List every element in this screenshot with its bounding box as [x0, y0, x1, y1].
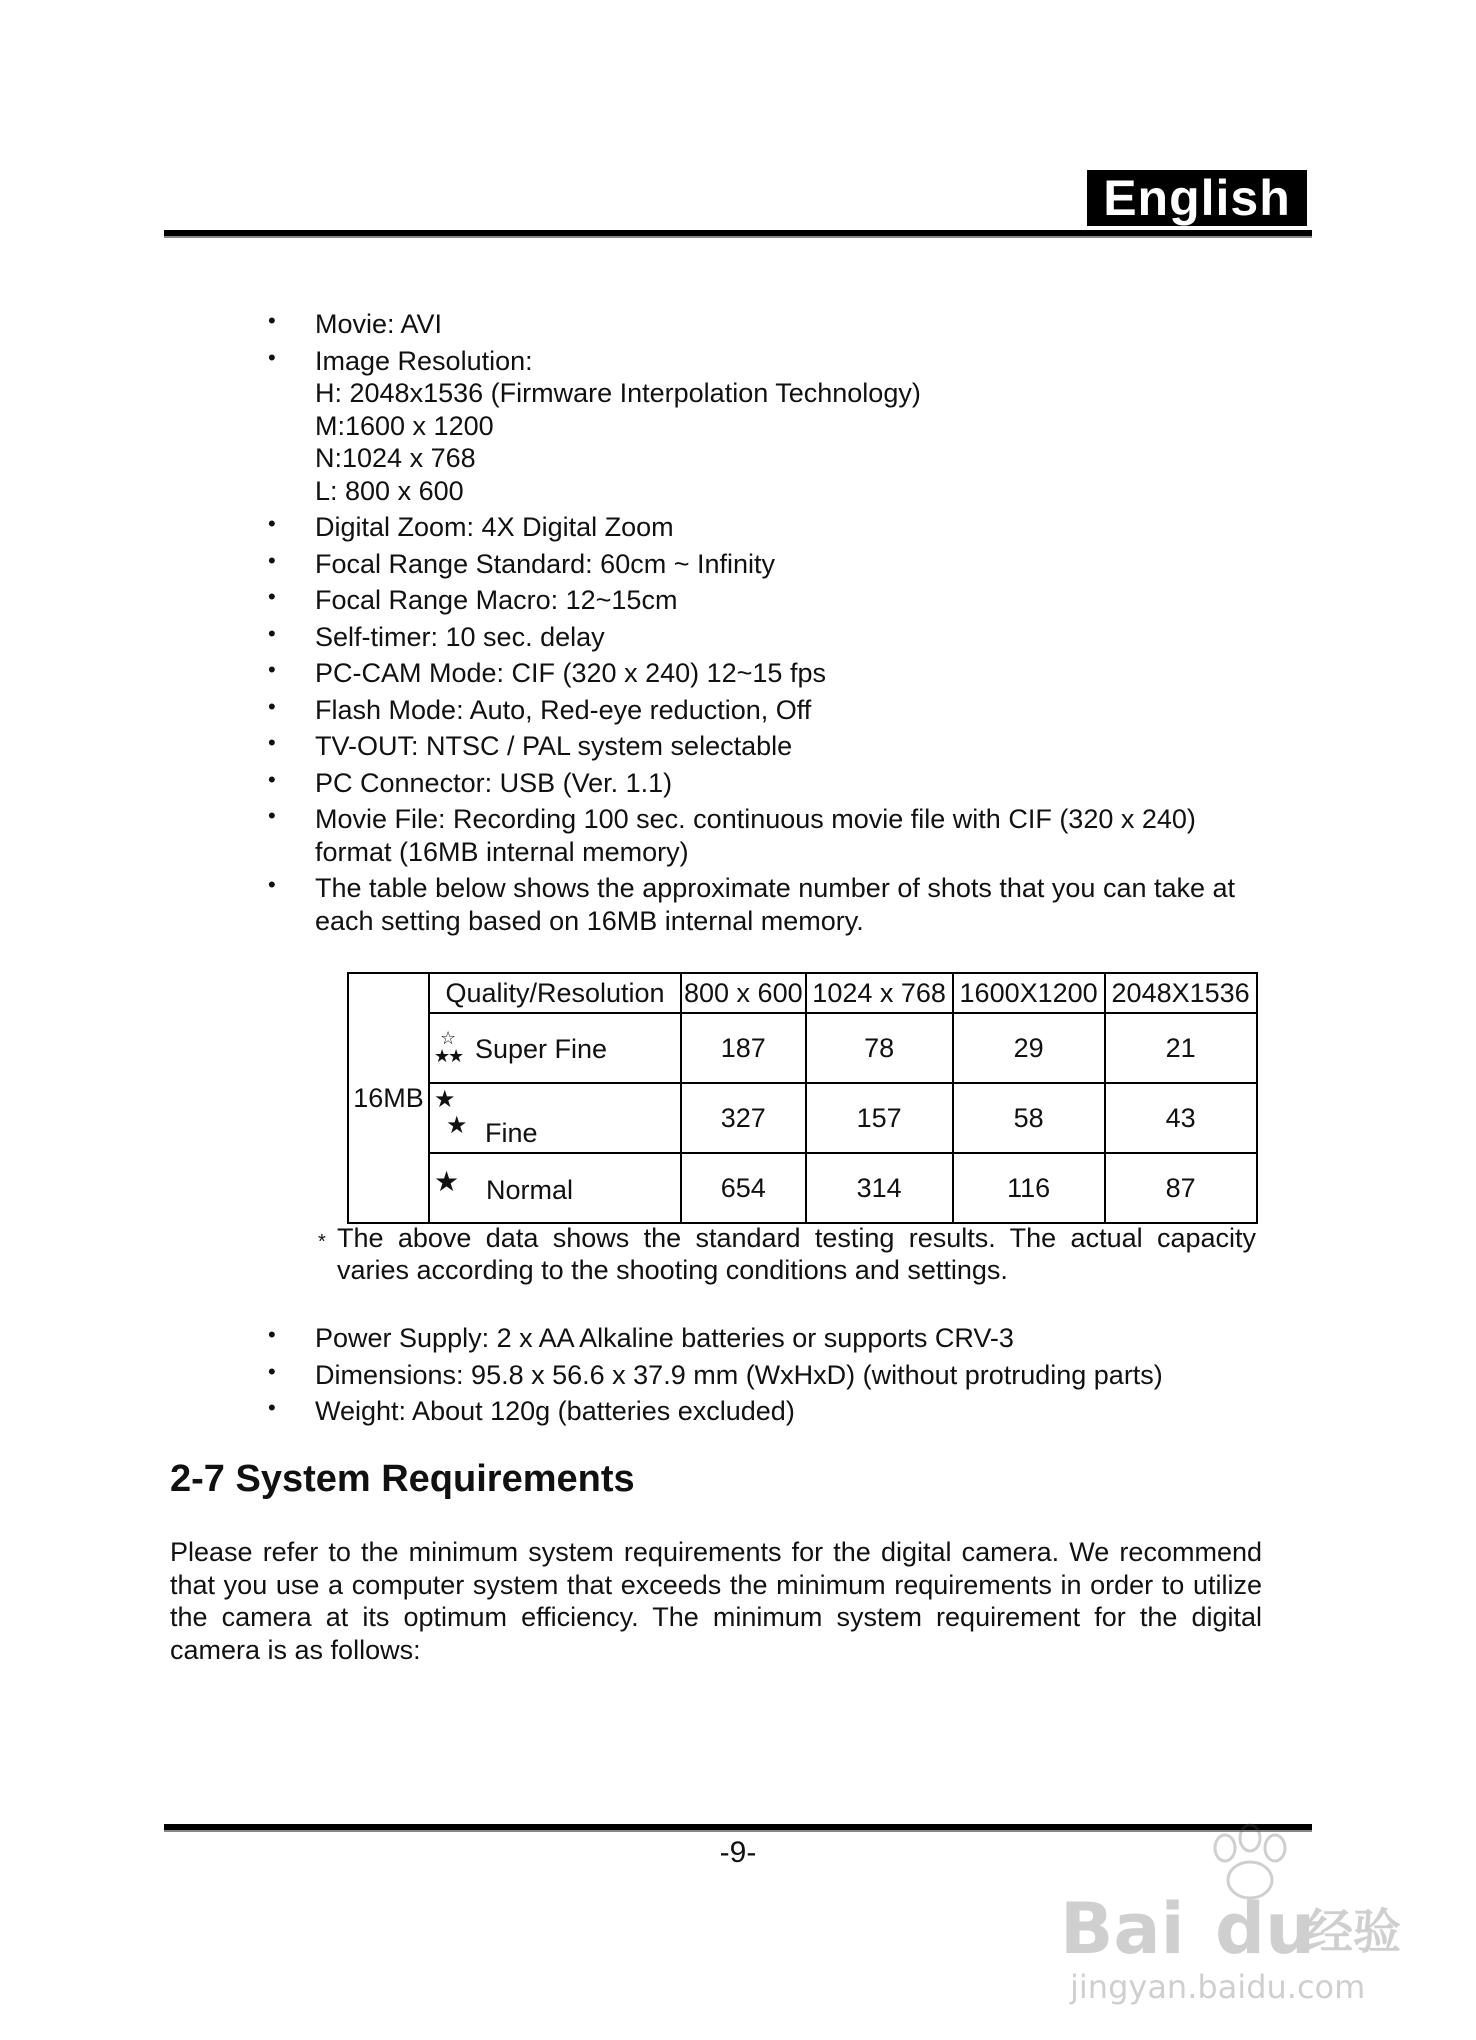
- bullet-icon: •: [268, 584, 276, 609]
- table-cell: 654: [681, 1153, 806, 1223]
- svg-text:经验: 经验: [1305, 1904, 1402, 1960]
- star-icon: ★: [434, 1166, 460, 1197]
- bullet-icon: •: [268, 1358, 276, 1384]
- bullet-icon: •: [268, 766, 276, 792]
- hollow-star-icon: ☆: [440, 1028, 457, 1048]
- table-header-cell: Quality/Resolution: [429, 973, 681, 1013]
- spec-item: • Weight: About 120g (batteries excluded): [268, 1395, 1278, 1428]
- spec-item: • Movie: AVI: [268, 308, 1278, 341]
- star-icon: ★: [434, 1046, 451, 1066]
- table-cell: 78: [806, 1013, 953, 1083]
- bullet-icon: •: [268, 657, 276, 682]
- footnote-asterisk: *: [318, 1231, 326, 1253]
- table-header-cell: 1600X1200: [953, 973, 1105, 1013]
- table-cell: 21: [1105, 1013, 1257, 1083]
- footnote-text: The above data shows the standard testing results. The actual capacity varies according to the shooting conditions and settings.: [337, 1223, 1256, 1285]
- table-header-cell: 1024 x 768: [806, 973, 953, 1013]
- table-footnote: [318, 1222, 1256, 1286]
- bullet-icon: •: [268, 511, 276, 536]
- svg-text:jingyan.baidu.com: jingyan.baidu.com: [1070, 1968, 1366, 2006]
- table-cell: 43: [1105, 1083, 1257, 1153]
- spec-item: • Power Supply: 2 x AA Alkaline batteries or supports CRV-3: [268, 1322, 1278, 1355]
- quality-cell: [429, 1083, 681, 1153]
- table-cell: 58: [953, 1083, 1105, 1153]
- bullet-icon: •: [268, 1395, 276, 1420]
- bullet-icon: •: [268, 308, 276, 333]
- spec-list-bottom: [268, 1322, 1278, 1432]
- table-header-cell: 2048X1536: [1105, 973, 1257, 1013]
- quality-cell: [429, 1013, 681, 1083]
- star-icon: ★: [446, 1112, 468, 1139]
- bullet-icon: •: [268, 1322, 276, 1347]
- spec-item: • Self-timer: 10 sec. delay: [268, 621, 1278, 654]
- section-paragraph: Please refer to the minimum system requirements for the digital camera. We recommend that you use a computer system that exceeds the minimum requirements in order to utilize the camera at its optimum efficiency. The minimum system requirement for the digital camera is as follows:: [170, 1537, 1262, 1665]
- capacity-table: [347, 972, 1258, 1224]
- table-header-cell: 800 x 600: [681, 973, 806, 1013]
- spec-item: • Dimensions: 95.8 x 56.6 x 37.9 mm (WxHxD) (without protruding parts): [268, 1359, 1278, 1392]
- spec-item: • Digital Zoom: 4X Digital Zoom: [268, 511, 1278, 544]
- spec-item: • Focal Range Standard: 60cm ~ Infinity: [268, 548, 1278, 581]
- header-rule-shadow: [164, 236, 1312, 238]
- quality-cell: [429, 1153, 681, 1223]
- memory-size-cell: 16MB: [348, 973, 429, 1223]
- bullet-icon: •: [268, 872, 276, 897]
- table-cell: 314: [806, 1153, 953, 1223]
- table-cell: 29: [953, 1013, 1105, 1083]
- spec-list-top: [268, 308, 1278, 941]
- star-icon: ★: [434, 1086, 456, 1113]
- table-row: [348, 1083, 1257, 1153]
- table-cell: 87: [1105, 1153, 1257, 1223]
- table-cell: 116: [953, 1153, 1105, 1223]
- baidu-watermark-logo: [1050, 1818, 1402, 2008]
- spec-item: • Flash Mode: Auto, Red-eye reduction, Off: [268, 694, 1278, 727]
- page-number: -9-: [719, 1836, 757, 1869]
- bullet-icon: •: [268, 547, 276, 573]
- bullet-icon: •: [268, 620, 276, 646]
- section-title: 2-7 System Requirements: [170, 1458, 635, 1500]
- table-cell: 187: [681, 1013, 806, 1083]
- table-row: [348, 1153, 1257, 1223]
- table-header-row: [348, 973, 1257, 1013]
- spec-item: • PC Connector: USB (Ver. 1.1): [268, 767, 1278, 800]
- svg-text:du: du: [1215, 1888, 1315, 1970]
- quality-label: Fine: [485, 1118, 538, 1148]
- spec-item: • The table below shows the approximate number of shots that you can take at each setting based on 16MB internal memory.: [268, 872, 1278, 937]
- spec-item: • Focal Range Macro: 12~15cm: [268, 584, 1278, 617]
- bullet-icon: •: [268, 344, 276, 370]
- bullet-icon: •: [268, 693, 276, 719]
- svg-text:Bai: Bai: [1060, 1888, 1185, 1970]
- spec-item: • Movie File: Recording 100 sec. continuous movie file with CIF (320 x 240) format (16MB internal memory): [268, 803, 1278, 868]
- bullet-icon: •: [268, 803, 276, 828]
- spec-item: • Image Resolution: H: 2048x1536 (Firmware Interpolation Technology) M:1600 x 1200 N:1024 x 768 L: 800 x 600: [268, 345, 1278, 508]
- star-icon: ★: [448, 1046, 465, 1066]
- spec-item: • PC-CAM Mode: CIF (320 x 240) 12~15 fps: [268, 657, 1278, 690]
- table-cell: 157: [806, 1083, 953, 1153]
- table-cell: 327: [681, 1083, 806, 1153]
- quality-label: Super Fine: [475, 1034, 608, 1064]
- table-row: [348, 1013, 1257, 1083]
- quality-label: Normal: [486, 1175, 574, 1205]
- bullet-icon: •: [268, 730, 276, 755]
- spec-item: • TV-OUT: NTSC / PAL system selectable: [268, 730, 1278, 763]
- language-badge: English: [1087, 170, 1307, 226]
